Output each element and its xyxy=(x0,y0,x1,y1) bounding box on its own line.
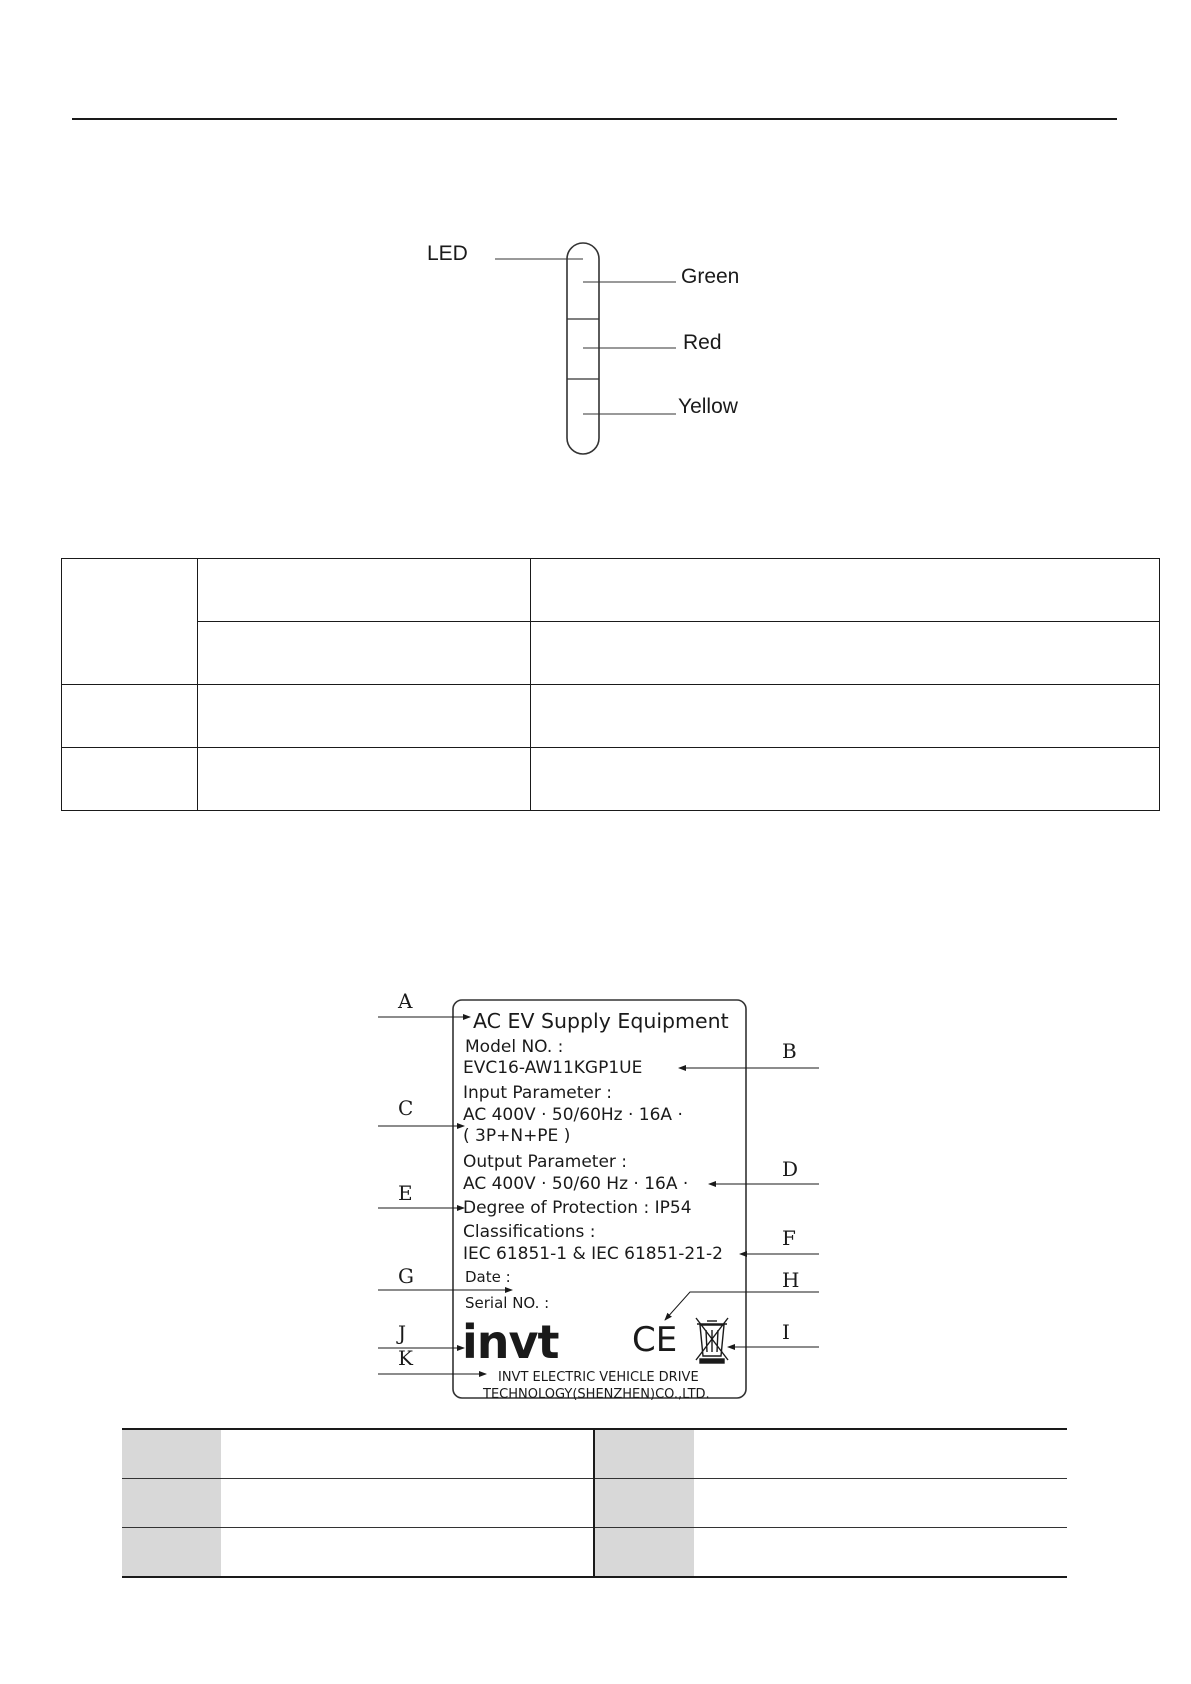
table-cell xyxy=(62,559,198,685)
nameplate-diagram xyxy=(0,990,1191,1410)
date-label: Date : xyxy=(465,1268,511,1286)
table-cell xyxy=(594,1528,694,1578)
table-cell xyxy=(62,685,198,748)
table-cell xyxy=(531,559,1160,622)
nameplate-description-table xyxy=(122,1428,1067,1578)
table-cell xyxy=(531,748,1160,811)
table-cell xyxy=(122,1528,221,1578)
table-cell xyxy=(198,685,531,748)
invt-logo: invt xyxy=(462,1315,559,1369)
callout-c: C xyxy=(398,1096,414,1120)
table-cell xyxy=(198,622,531,685)
leader-h xyxy=(665,1292,819,1320)
callout-j: J xyxy=(398,1321,407,1345)
table-cell xyxy=(221,1528,595,1578)
maker-line-2: TECHNOLOGY(SHENZHEN)CO.,LTD. xyxy=(483,1387,710,1402)
table-row xyxy=(122,1479,1067,1528)
weee-bin-icon xyxy=(696,1318,728,1363)
table-cell xyxy=(594,1479,694,1528)
table-cell xyxy=(221,1479,595,1528)
led-diagram xyxy=(0,0,1191,500)
callout-g: G xyxy=(398,1264,414,1288)
table-row xyxy=(62,559,1160,622)
callout-f: F xyxy=(782,1226,796,1250)
led-label: LED xyxy=(427,242,468,265)
callout-i: I xyxy=(782,1320,790,1344)
led-status-table xyxy=(61,558,1160,811)
table-cell xyxy=(122,1429,221,1479)
table-row xyxy=(122,1528,1067,1578)
callout-a: A xyxy=(398,989,413,1013)
input-value-wiring: ( 3P+N+PE ) xyxy=(463,1126,571,1146)
output-value: AC 400V · 50/60 Hz · 16A · xyxy=(463,1174,689,1194)
callout-k: K xyxy=(398,1346,413,1370)
table-cell xyxy=(62,748,198,811)
callout-e: E xyxy=(398,1181,413,1205)
model-value: EVC16-AW11KGP1UE xyxy=(463,1058,643,1078)
callout-b: B xyxy=(782,1039,797,1063)
input-label: Input Parameter : xyxy=(463,1083,612,1103)
table-row xyxy=(62,685,1160,748)
table-row xyxy=(122,1429,1067,1479)
table-cell xyxy=(198,559,531,622)
table-cell xyxy=(531,622,1160,685)
table-cell xyxy=(198,748,531,811)
model-label: Model NO. : xyxy=(465,1037,564,1057)
serial-label: Serial NO. : xyxy=(465,1294,550,1312)
callout-d: D xyxy=(782,1157,799,1181)
red-label: Red xyxy=(683,331,722,354)
table-row xyxy=(62,622,1160,685)
table-cell xyxy=(594,1429,694,1479)
table-cell xyxy=(694,1479,1067,1528)
callout-h: H xyxy=(782,1268,800,1292)
green-label: Green xyxy=(681,265,740,288)
table-cell xyxy=(221,1429,595,1479)
protection-rating: Degree of Protection : IP54 xyxy=(463,1198,692,1218)
yellow-label: Yellow xyxy=(678,395,738,418)
table-row xyxy=(62,748,1160,811)
classifications-value: IEC 61851-1 & IEC 61851-21-2 xyxy=(463,1244,723,1264)
table-cell xyxy=(122,1479,221,1528)
output-label: Output Parameter : xyxy=(463,1152,628,1172)
table-cell xyxy=(531,685,1160,748)
table-cell xyxy=(694,1429,1067,1479)
nameplate-title: AC EV Supply Equipment xyxy=(473,1009,729,1033)
classifications-label: Classifications : xyxy=(463,1222,596,1242)
maker-line-1: INVT ELECTRIC VEHICLE DRIVE xyxy=(498,1370,699,1385)
input-value: AC 400V · 50/60Hz · 16A · xyxy=(463,1105,683,1125)
ce-mark-icon: CE xyxy=(632,1320,678,1360)
table-cell xyxy=(694,1528,1067,1578)
